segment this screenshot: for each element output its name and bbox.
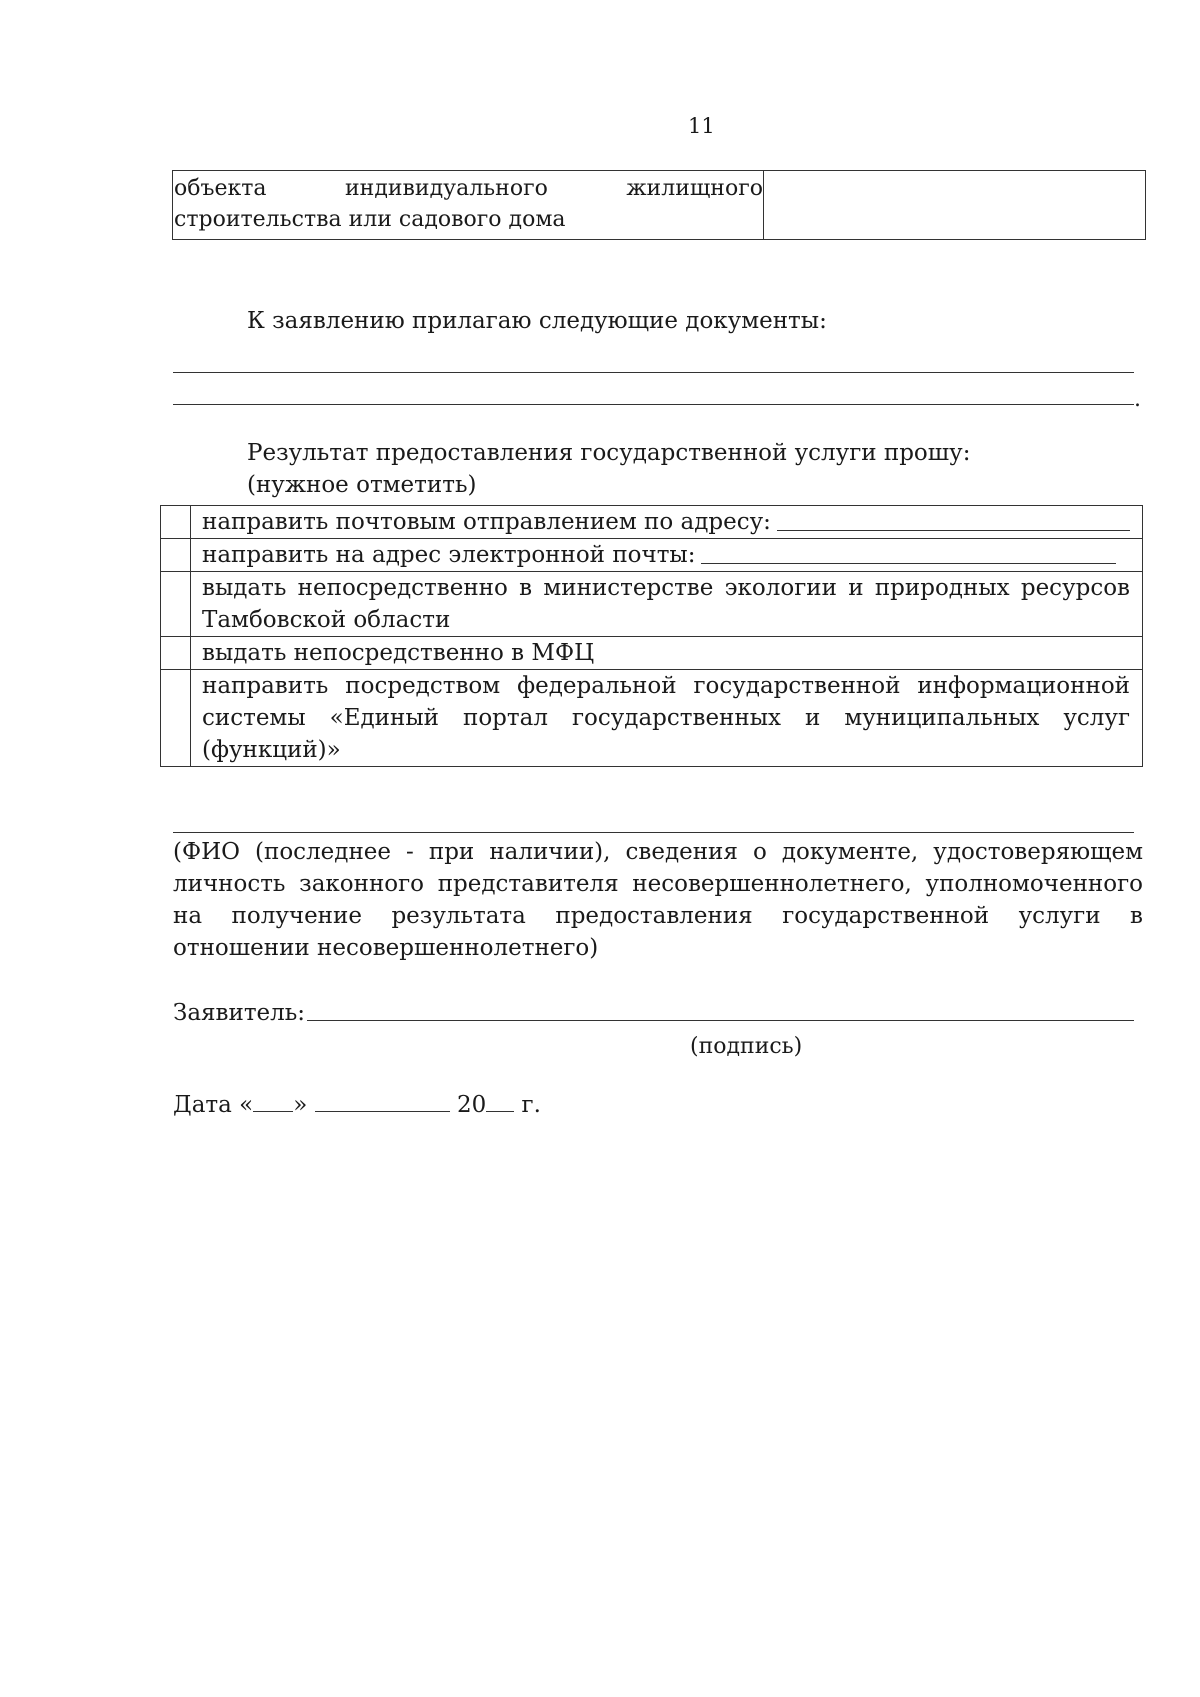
- object-type-line-2: строительства или садового дома: [174, 207, 566, 232]
- page-number: 11: [688, 114, 715, 138]
- date-day-blank[interactable]: [253, 1111, 293, 1112]
- fio-caption: (ФИО (последнее - при наличии), сведения о документе, удостоверяющем личность законного представителя несовершеннолетнего, уполномоченного на получение результата предоставления государственной услуги в отношении несовершеннолетнего): [173, 839, 1143, 961]
- date-year-prefix: 20: [456, 1092, 487, 1118]
- option-checkbox-mfc[interactable]: [161, 637, 191, 669]
- result-heading: Результат предоставления государственной услуги прошу:: [247, 440, 971, 466]
- documents-line-2[interactable]: [173, 404, 1134, 405]
- applicant-signature-line[interactable]: [307, 1020, 1134, 1021]
- option-label-portal: направить посредством федеральной государственной информационной системы «Единый портал государственных и муниципальных услуг (функций)»: [202, 673, 1130, 763]
- date-year-blank[interactable]: [486, 1111, 514, 1112]
- word-3: жилищного: [626, 176, 763, 201]
- object-type-cell: [173, 171, 764, 239]
- option-row-ministry: [161, 571, 1142, 636]
- option-checkbox-email[interactable]: [161, 539, 191, 571]
- option-checkbox-ministry[interactable]: [161, 572, 191, 636]
- option-row-mfc: [161, 636, 1142, 669]
- option-label-mfc: выдать непосредственно в МФЦ: [202, 640, 595, 666]
- option-row-mail: [161, 506, 1142, 538]
- applicant-label: Заявитель:: [173, 1000, 306, 1026]
- date-year-suffix: г.: [521, 1092, 541, 1118]
- date-month-blank[interactable]: [315, 1111, 450, 1112]
- object-type-table: [172, 170, 1146, 240]
- mail-address-line[interactable]: [777, 530, 1130, 531]
- email-address-line[interactable]: [701, 563, 1116, 564]
- applicant-row: [173, 1000, 1134, 1026]
- documents-heading: К заявлению прилагаю следующие документы:: [247, 308, 827, 334]
- option-label-email: направить на адрес электронной почты:: [202, 542, 696, 568]
- word-1: объекта: [174, 176, 267, 201]
- option-label-mail: направить почтовым отправлением по адресу:: [202, 509, 771, 535]
- date-close-quote: »: [293, 1092, 308, 1118]
- signature-caption: (подпись): [690, 1034, 803, 1059]
- documents-end-dot: .: [1134, 387, 1141, 412]
- documents-line-1[interactable]: [173, 372, 1134, 373]
- result-options-table: [160, 505, 1143, 767]
- option-row-portal: [161, 669, 1142, 766]
- option-checkbox-portal[interactable]: [161, 670, 191, 766]
- date-label: Дата «: [173, 1092, 254, 1118]
- date-row: [173, 1092, 541, 1118]
- option-label-ministry: выдать непосредственно в министерстве экологии и природных ресурсов Тамбовской области: [202, 575, 1130, 633]
- object-type-line-1: [174, 173, 763, 204]
- object-type-value-cell[interactable]: [764, 171, 1145, 239]
- option-row-email: [161, 538, 1142, 571]
- result-note: (нужное отметить): [247, 472, 477, 498]
- word-2: индивидуального: [345, 176, 548, 201]
- fio-line[interactable]: [173, 832, 1134, 833]
- option-checkbox-mail[interactable]: [161, 506, 191, 538]
